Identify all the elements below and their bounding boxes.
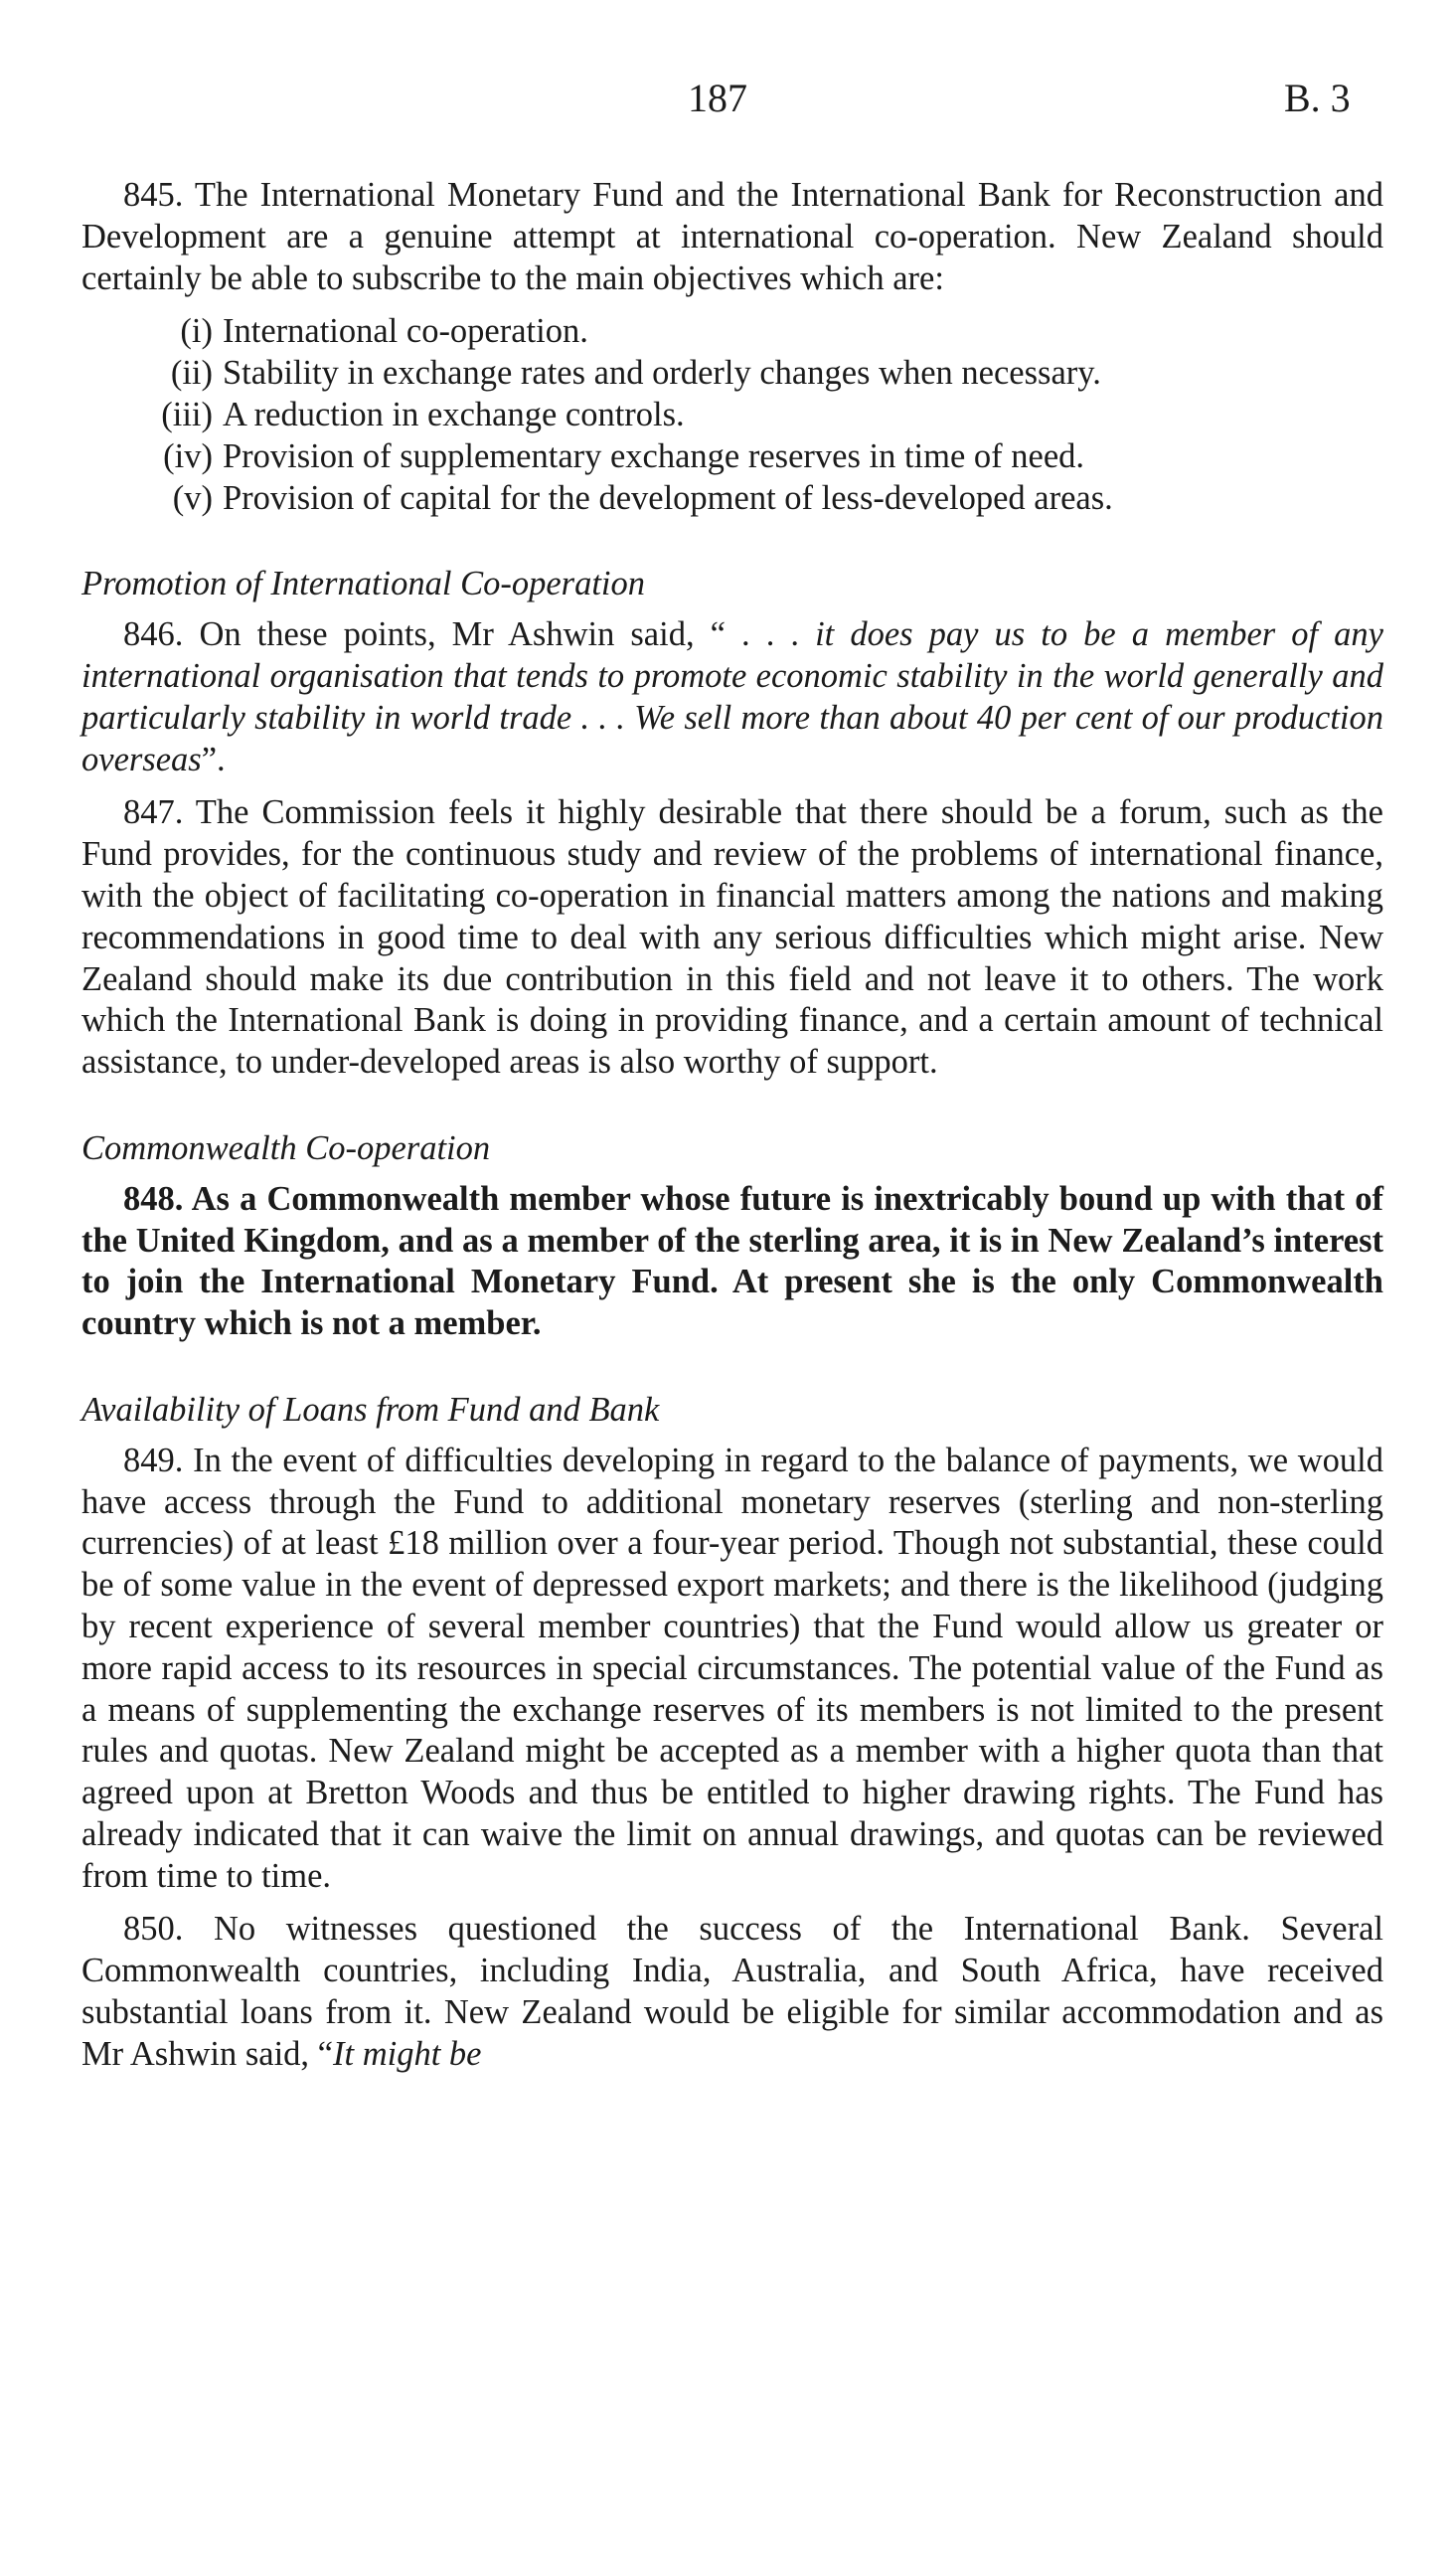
page-body (81, 175, 1383, 2076)
document-reference: B. 3 (1284, 76, 1351, 120)
paragraph-846: 846. On these points, Mr Ashwin said, “ . . . it does pay us to be a member of any international organisation that tends to promote economic stability in the world generally and particularly stability in world trade . . . We sell more than about 40 per cent of our production overseas”. (81, 615, 1383, 778)
paragraph-850: 850. No witnesses questioned the success of the International Bank. Several Commonwealth countries, including India, Australia, and South Africa, have received substantial loans from it. New Zealand would be eligible for similar accommodation and as Mr Ashwin said, “It might be (81, 1910, 1383, 2073)
list-item: (iii) A reduction in exchange controls. (161, 395, 685, 433)
paragraph-845: 845. The International Monetary Fund and the International Bank for Reconstruction and Development are a genuine attempt at international co-operation. New Zealand should certainly be able to subscribe to the main objectives which are: (81, 176, 1383, 297)
section-heading-loans: Availability of Loans from Fund and Bank (81, 1390, 660, 1429)
page-number: 187 (688, 76, 747, 120)
paragraph-848: 848. As a Commonwealth member whose future is inextricably bound up with that of the United Kingdom, and as a member of the sterling area, it is in New Zealand’s interest to join the International Monetary Fund. At present she is the only Commonwealth country which is not a member. (81, 1179, 1383, 1343)
ashwin-quote: it does pay us to be a member of any international organisation that tends to promote economic stability in the world generally and particularly stability in world trade . . . We sell more than about 40 per cent of our production overseas (81, 615, 1383, 778)
section-heading-commonwealth: Commonwealth Co-operation (81, 1128, 491, 1167)
paragraph-847: 847. The Commission feels it highly desirable that there should be a forum, such as the Fund provides, for the continuous study and review of the problems of international finance, with the object of facilitating co-operation in financial matters among the nations and making recommendations in good time to deal with any serious difficulties which might arise. New Zealand should make its due contribution in this field and not leave it to others. The work which the International Bank is doing in providing finance, and a certain amount of technical assistance, to under-developed areas is also worthy of support. (81, 793, 1383, 1082)
objectives-list (141, 311, 1383, 519)
list-item: (iv) Provision of supplementary exchange reserves in time of need. (163, 436, 1085, 475)
list-item: (ii) Stability in exchange rates and orderly changes when necessary. (170, 354, 1101, 393)
list-item: (v) Provision of capital for the development of less-developed areas. (172, 478, 1113, 517)
paragraph-849: 849. In the event of difficulties developing in regard to the balance of payments, we would have access through the Fund to additional monetary reserves (sterling and non-sterling currencies) of at least £18 million over a four-year period. Though not substantial, these could be of some value in the event of depressed export markets; and there is the likelihood (judging by recent experience of several member countries) that the Fund would allow us greater or more rapid access to its resources in special circumstances. The potential value of the Fund as a means of supplementing the exchange reserves of its members is not limited to the present rules and quotas. New Zealand might be accepted as a member with a higher quota than that agreed upon at Bretton Woods and thus be entitled to higher drawing rights. The Fund has already indicated that it can waive the limit on annual drawings, and quotas can be reviewed from time to time. (81, 1441, 1383, 1895)
list-item: (i) International co-operation. (180, 312, 588, 351)
section-heading-international: Promotion of International Co-operation (81, 565, 645, 603)
